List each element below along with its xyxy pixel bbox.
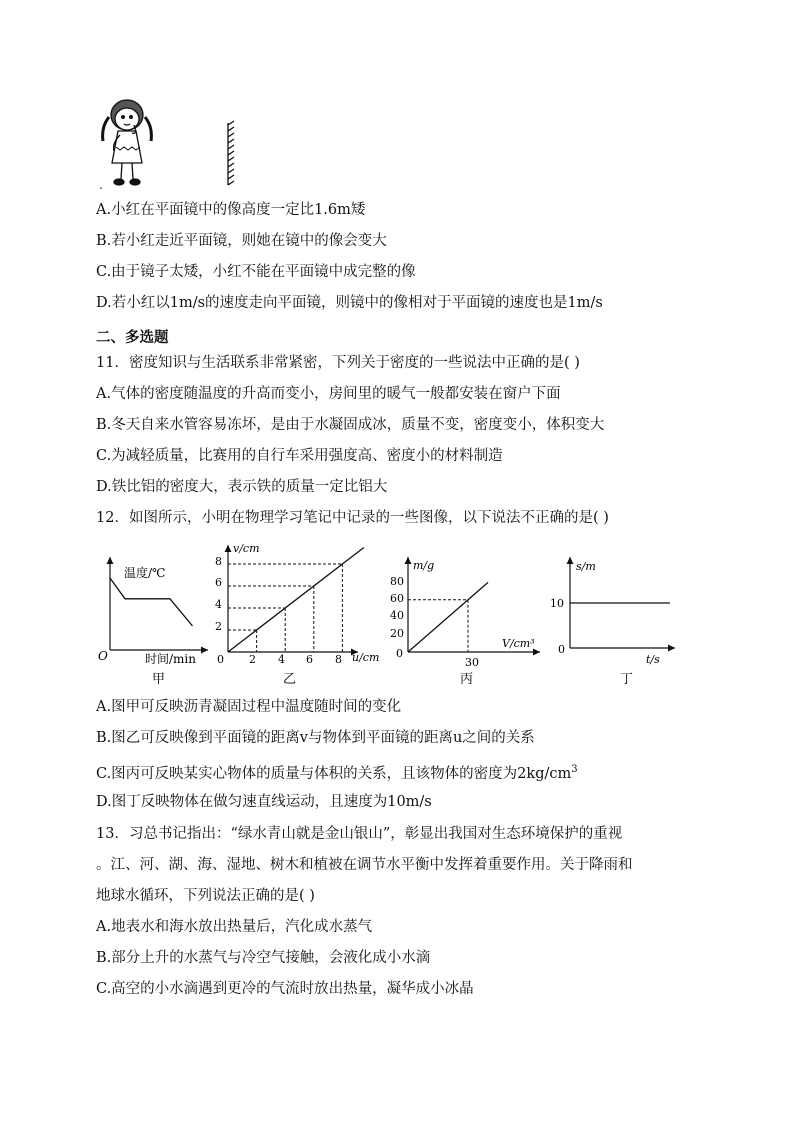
girl-mirror-figure — [90, 95, 250, 195]
chart-yi-caption: 乙 — [283, 672, 297, 687]
chart-yi-origin: 0 — [217, 653, 224, 666]
q10-option-b: B.若小红走近平面镜，则她在镜中的像会变大 — [96, 233, 387, 249]
chart-yi-line — [228, 548, 364, 653]
chart-jia — [98, 557, 208, 687]
q13-stem-line-3: 地球水循环，下列说法正确的是( ) — [96, 888, 315, 904]
mirror-illustration — [228, 121, 234, 185]
q12-option-c — [96, 760, 578, 784]
chart-bing-origin: 0 — [396, 647, 403, 660]
q12-option-a: A.图甲可反映沥青凝固过程中温度随时间的变化 — [96, 699, 402, 715]
chart-jia-xlabel: 时间/min — [145, 652, 196, 666]
chart-yi-ytick-4: 4 — [215, 598, 222, 611]
q12-option-c-text: C.图丙可反映某实心物体的质量与体积的关系，且该物体的密度为2kg/cm — [96, 765, 572, 782]
chart-ding-ytick-10: 10 — [550, 597, 564, 610]
chart-bing — [390, 557, 540, 687]
q13-option-a: A.地表水和海水放出热量后，汽化成水蒸气 — [96, 919, 373, 935]
chart-yi-ylabel: v/cm — [233, 542, 260, 555]
q11-option-c: C.为减轻质量，比赛用的自行车采用强度高、密度小的材料制造 — [96, 448, 503, 464]
section-title: 二、多选题 — [96, 330, 169, 346]
chart-yi-xtick-4: 4 — [278, 653, 285, 666]
chart-bing-ylabel: m/g — [413, 559, 435, 572]
chart-yi-xtick-8: 8 — [335, 653, 342, 666]
q12-graphs — [90, 535, 690, 690]
chart-yi-ytick-2: 2 — [215, 620, 222, 633]
q10-option-d: D.若小红以1m/s的速度走向平面镜，则镜中的像相对于平面镜的速度也是1m/s — [96, 295, 603, 311]
chart-bing-xlabel: V/cm³ — [502, 637, 535, 650]
chart-jia-ylabel: 温度/℃ — [124, 566, 166, 580]
chart-jia-caption: 甲 — [152, 672, 166, 687]
chart-bing-ytick-60: 60 — [390, 592, 404, 605]
q11-stem: 11．密度知识与生活联系非常紧密，下列关于密度的一些说法中正确的是( ) — [96, 355, 580, 371]
q11-option-a: A.气体的密度随温度的升高而变小，房间里的暖气一般都安装在窗户下面 — [96, 386, 561, 402]
figure-dot: . — [99, 178, 103, 192]
q10-option-c: C.由于镜子太矮，小红不能在平面镜中成完整的像 — [96, 264, 416, 280]
chart-ding-origin: 0 — [558, 643, 565, 656]
q13-option-b: B.部分上升的水蒸气与冷空气接触，会液化成小水滴 — [96, 950, 431, 966]
q12-stem: 12．如图所示，小明在物理学习笔记中记录的一些图像，以下说法不正确的是( ) — [96, 510, 609, 526]
q12-option-b: B.图乙可反映像到平面镜的距离v与物体到平面镜的距离u之间的关系 — [96, 730, 535, 746]
chart-yi-xlabel: u/cm — [352, 651, 380, 664]
chart-jia-origin: O — [98, 649, 108, 663]
chart-yi-xtick-2: 2 — [249, 653, 256, 666]
girl-illustration — [103, 100, 152, 185]
q11-option-d: D.铁比铝的密度大，表示铁的质量一定比铝大 — [96, 479, 388, 495]
chart-bing-line — [408, 582, 488, 652]
chart-bing-ytick-20: 20 — [390, 627, 404, 640]
q12-option-d: D.图丁反映物体在做匀速直线运动，且速度为10m/s — [96, 794, 432, 810]
chart-yi — [215, 542, 379, 687]
chart-ding-ylabel: s/m — [576, 560, 596, 573]
chart-yi-ytick-8: 8 — [215, 555, 222, 568]
chart-bing-ytick-40: 40 — [390, 609, 404, 622]
q11-option-b: B.冬天自来水管容易冻坏，是由于水凝固成冰，质量不变，密度变小，体积变大 — [96, 417, 605, 433]
q10-option-a: A.小红在平面镜中的像高度一定比1.6m矮 — [96, 202, 366, 218]
chart-ding-caption: 丁 — [620, 672, 634, 687]
q13-stem-line-1: 13．习总书记指出：“绿水青山就是金山银山”，彰显出我国对生态环境保护的重视 — [96, 826, 623, 842]
q13-option-c: C.高空的小水滴遇到更冷的气流时放出热量，凝华成小冰晶 — [96, 981, 474, 997]
chart-ding — [550, 557, 675, 687]
chart-yi-xtick-6: 6 — [306, 653, 313, 666]
chart-bing-ytick-80: 80 — [390, 575, 404, 588]
chart-yi-ytick-6: 6 — [215, 576, 222, 589]
chart-ding-xlabel: t/s — [646, 653, 660, 666]
chart-jia-line — [110, 578, 193, 626]
chart-bing-caption: 丙 — [460, 672, 474, 687]
q12-option-c-sup: 3 — [571, 764, 578, 775]
chart-bing-xtick-30: 30 — [465, 656, 479, 669]
q13-stem-line-2: 。江、河、湖、海、湿地、树木和植被在调节水平衡中发挥着重要作用。关于降雨和 — [96, 857, 633, 873]
